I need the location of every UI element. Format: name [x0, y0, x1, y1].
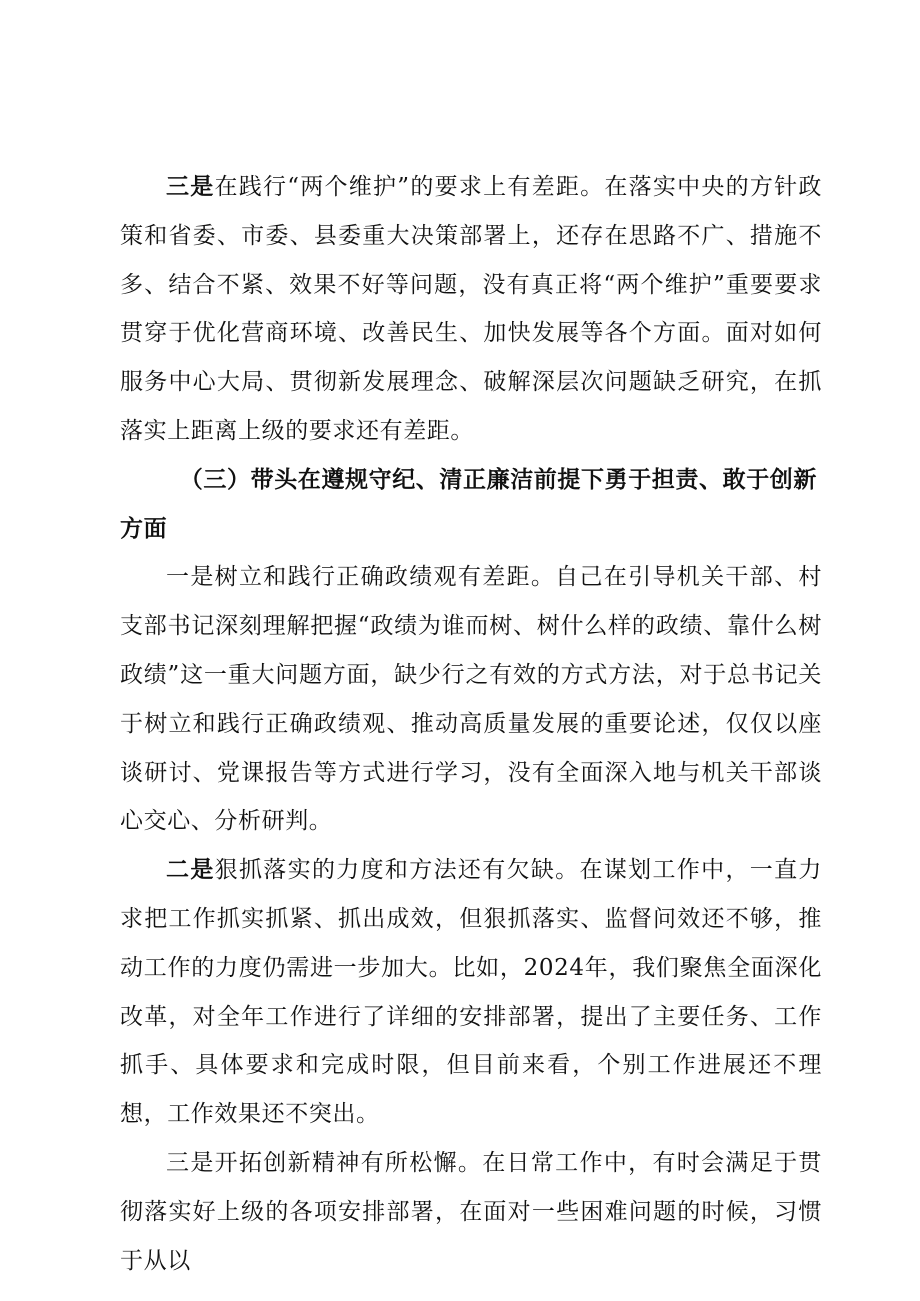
paragraph-text: 狠抓落实的力度和方法还有欠缺。在谋划工作中，一直力求把工作抓实抓紧、抓出成效，但狠抓落实、监督问效还不够，推动工作的力度仍需进一步加大。比如，2024年，我们聚焦全面深化改革，对全年工作进行了详细的安排部署，提出了主要任务、工作抓手、具体要求和完成时限，但目前来看，个别工作进展还不理想，工作效果还不突出。	[120, 857, 823, 1128]
paragraph-lead: 二是	[166, 856, 215, 884]
paragraph-lead: 三是	[166, 173, 215, 200]
section-heading-three: （三）带头在遵规守纪、清正廉洁前提下勇于担责、敢于创新方面	[120, 465, 817, 542]
paragraph-one-is	[120, 553, 822, 846]
paragraph-text: 一是树立和践行正确政绩观有差距。自己在引导机关干部、村支部书记深刻理解把握“政绩为谁而树、树什么样的政绩、靠什么树政绩”这一重大问题方面，缺少行之有效的方式方法，对于总书记关于树立和践行正确政绩观、推动高质量发展的重要论述，仅仅以座谈研讨、党课报告等方式进行学习，没有全面深入地与机关干部谈心交心、分析研判。	[120, 564, 822, 835]
paragraph-three-is	[120, 163, 822, 456]
paragraph-text: 三是开拓创新精神有所松懈。在日常工作中，有时会满足于贯彻落实好上级的各项安排部署，在面对一些困难问题的时候，习惯于从以	[120, 1149, 822, 1274]
document-page	[120, 163, 822, 1285]
paragraph-text: 在践行“两个维护”的要求上有差距。在落实中央的方针政策和省委、市委、县委重大决策部署上，还存在思路不广、措施不多、结合不紧、效果不好等问题，没有真正将“两个维护”重要要求贯穿于优化营商环境、改善民生、加快发展等各个方面。面对如何服务中心大局、贯彻新发展理念、破解深层次问题缺乏研究，在抓落实上距离上级的要求还有差距。	[120, 174, 822, 444]
paragraph-two-is	[120, 846, 822, 1139]
paragraph-three-is-innovation	[120, 1139, 822, 1285]
